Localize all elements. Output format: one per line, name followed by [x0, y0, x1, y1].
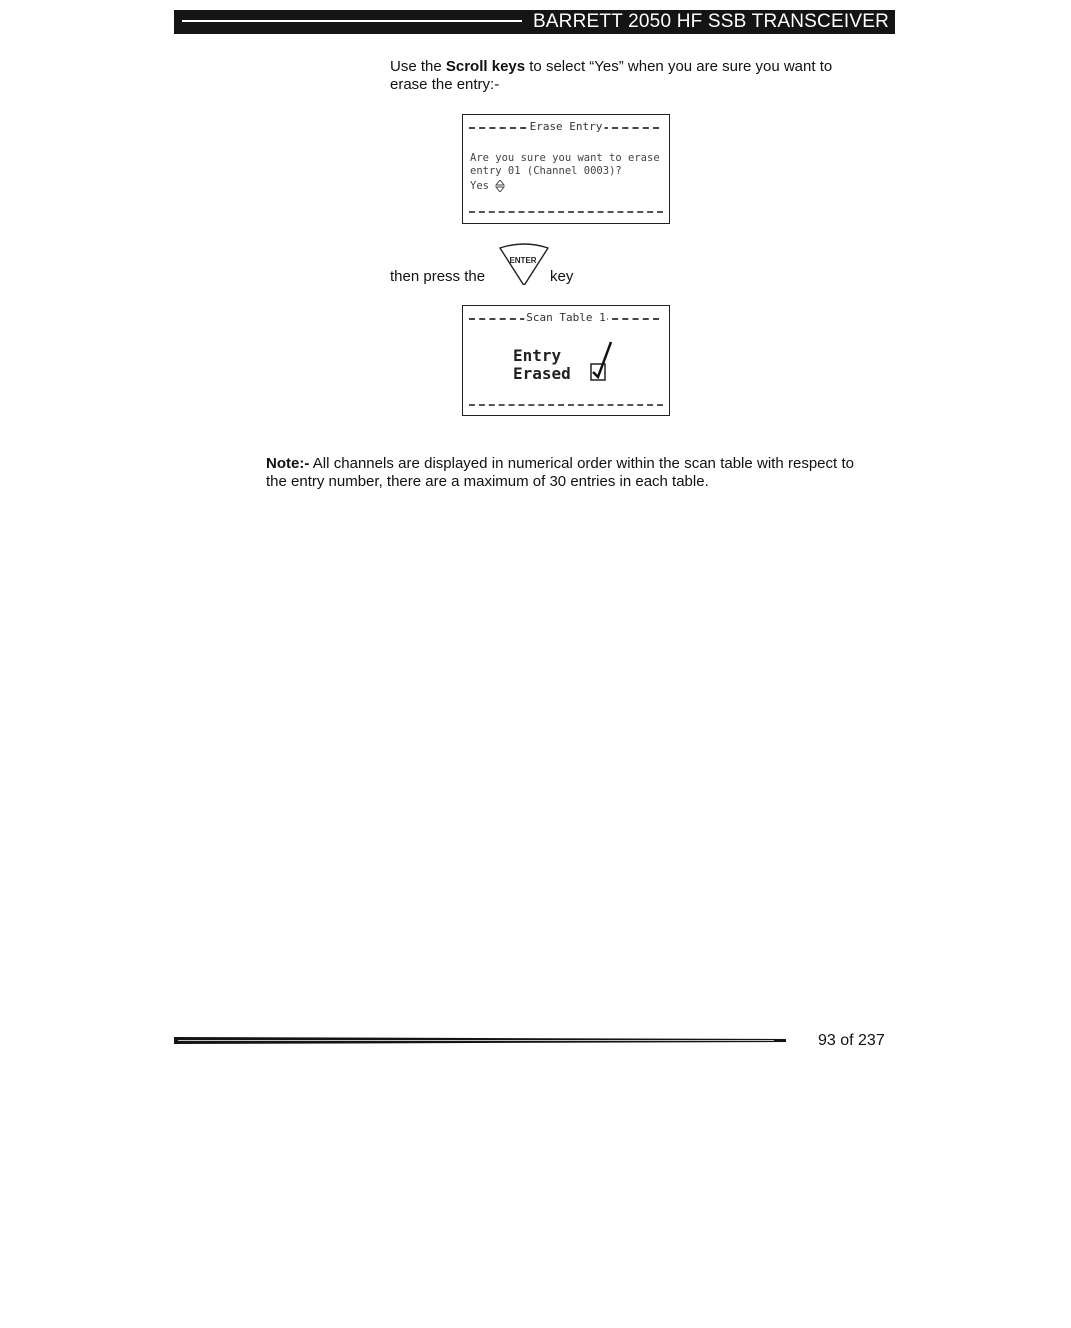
press-text-after: key — [550, 268, 574, 285]
lcd-title-bar — [469, 120, 663, 134]
intro-prefix: Use the — [390, 58, 446, 75]
lcd-bottom-rule — [469, 211, 663, 213]
note-label: Note:- — [266, 455, 310, 472]
lcd-title: Erase Entry — [529, 120, 603, 133]
page-number: 93 of 237 — [818, 1032, 885, 1049]
lcd-erase-entry — [462, 114, 670, 224]
note-text: All channels are displayed in numerical order within the scan table with respect to the entry number, there are a maximum of 30 entries in each table. — [266, 455, 854, 490]
lcd-bottom-rule-2 — [469, 404, 663, 406]
lcd-erased: Erased — [513, 364, 571, 383]
lcd-yes: Yes — [470, 180, 489, 192]
footer-rule — [174, 1037, 786, 1044]
lcd-entry: Entry — [513, 346, 562, 365]
intro-paragraph — [390, 58, 860, 94]
enter-key-icon — [496, 240, 552, 286]
lcd-line-3 — [470, 180, 505, 193]
intro-suffix: to select “Yes” when you are sure you want to erase the entry:- — [390, 58, 833, 93]
enter-key-label: ENTER — [509, 256, 537, 265]
intro-bold: Scroll keys — [445, 58, 526, 75]
header-title: BARRETT 2050 HF SSB TRANSCEIVER — [532, 11, 889, 32]
lcd-scan-table — [462, 305, 670, 416]
press-text-before: then press the — [390, 268, 486, 285]
header-bar — [174, 10, 895, 34]
header-rule — [182, 20, 522, 22]
scroll-updown-icon — [495, 180, 505, 192]
note-paragraph — [266, 455, 854, 491]
lcd-title-bar-2 — [469, 311, 663, 325]
lcd-line-1: Are you sure you want to erase — [470, 152, 660, 164]
lcd-line-2: entry 01 (Channel 0003)? — [470, 165, 622, 177]
lcd-title-2: Scan Table 1 — [526, 311, 606, 324]
erased-checkmark-icon — [587, 340, 615, 384]
